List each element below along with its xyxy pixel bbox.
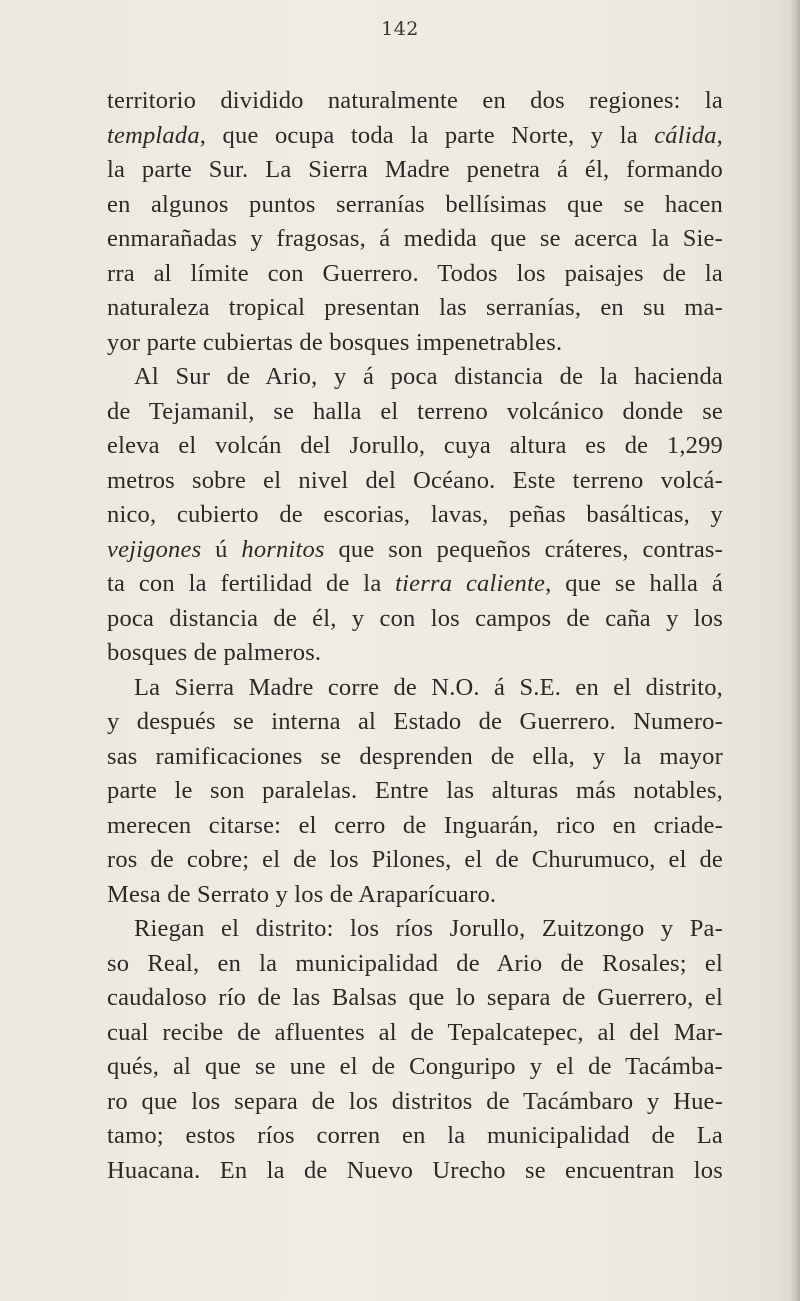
text-line: merecen citarse: el cerro de Inguarán, rico en criade- xyxy=(107,811,723,839)
text-line: ros de cobre; el de los Pilones, el de Churumuco, el de xyxy=(107,846,723,873)
text-run: ú xyxy=(201,535,242,563)
text-line: naturaleza tropical presentan las serranías, en su ma- xyxy=(107,294,723,321)
text-line: de Tejamanil, se halla el terreno volcánico donde se xyxy=(107,397,723,425)
text-line: Mesa de Serrato y los de Araparícuaro. xyxy=(107,880,497,908)
body-text xyxy=(107,84,723,1188)
text-line: la parte Sur. La Sierra Madre penetra á él, formando xyxy=(107,156,723,183)
text-line: ro que los separa de los distritos de Tacámbaro y Hue- xyxy=(107,1087,723,1115)
page-edge-shadow xyxy=(790,0,800,1301)
text-run: , que ocupa toda la parte Norte, y la xyxy=(199,121,655,149)
text-line: enmarañadas y fragosas, á medida que se acerca la Sie- xyxy=(107,225,723,252)
text-line: cual recibe de afluentes al de Tepalcatepec, al del Mar- xyxy=(107,1018,723,1046)
text-line: caudaloso río de las Balsas que lo separa de Guerrero, el xyxy=(107,984,723,1011)
text-line: bosques de palmeros. xyxy=(107,639,322,666)
text-line: eleva el volcán del Jorullo, cuya altura es de 1,299 xyxy=(107,432,723,459)
text-run: , xyxy=(716,121,723,149)
italic-term: hornitos xyxy=(241,535,325,563)
text-line: poca distancia de él, y con los campos de caña y los xyxy=(107,604,723,632)
text-line: rra al límite con Guerrero. Todos los paisajes de la xyxy=(107,259,723,287)
text-line: territorio dividido naturalmente en dos regiones: la xyxy=(107,87,723,114)
text-run: , que se halla á xyxy=(545,570,723,597)
text-line: Al Sur de Ario, y á poca distancia de la hacienda xyxy=(134,363,723,390)
text-line: Riegan el distrito: los ríos Jorullo, Zuitzongo y Pa- xyxy=(134,915,723,942)
italic-term: tierra caliente xyxy=(395,570,546,597)
text-run: que son pequeños cráteres, contras- xyxy=(324,535,723,563)
italic-term: templada xyxy=(107,121,200,149)
text-line: so Real, en la municipalidad de Ario de Rosales; el xyxy=(107,949,723,977)
text-line: nico, cubierto de escorias, lavas, peñas basálticas, y xyxy=(107,501,723,528)
text-line: sas ramificaciones se desprenden de ella, y la mayor xyxy=(107,742,723,770)
italic-term: vejigones xyxy=(107,535,202,563)
text-line: en algunos puntos serranías bellísimas que se hacen xyxy=(107,190,723,218)
text-line: parte le son paralelas. Entre las alturas más notables, xyxy=(107,777,723,804)
text-line: metros sobre el nivel del Océano. Este terreno volcá- xyxy=(107,466,723,494)
text-line: tamo; estos ríos corren en la municipalidad de La xyxy=(107,1122,723,1149)
text-line xyxy=(107,567,723,602)
text-line: y después se interna al Estado de Guerrero. Numero- xyxy=(107,708,723,735)
text-line: Huacana. En la de Nuevo Urecho se encuentran los xyxy=(107,1156,723,1184)
italic-term: cálida xyxy=(654,121,717,149)
text-run: ta con la fertilidad de la xyxy=(107,570,396,597)
text-line: qués, al que se une el de Conguripo y el de Tacámba- xyxy=(107,1053,723,1080)
page-number: 142 xyxy=(381,18,419,40)
text-line: La Sierra Madre corre de N.O. á S.E. en el distrito, xyxy=(134,673,723,701)
text-line: yor parte cubiertas de bosques impenetrables. xyxy=(107,328,563,356)
text-line xyxy=(107,119,723,154)
text-line xyxy=(107,533,723,568)
